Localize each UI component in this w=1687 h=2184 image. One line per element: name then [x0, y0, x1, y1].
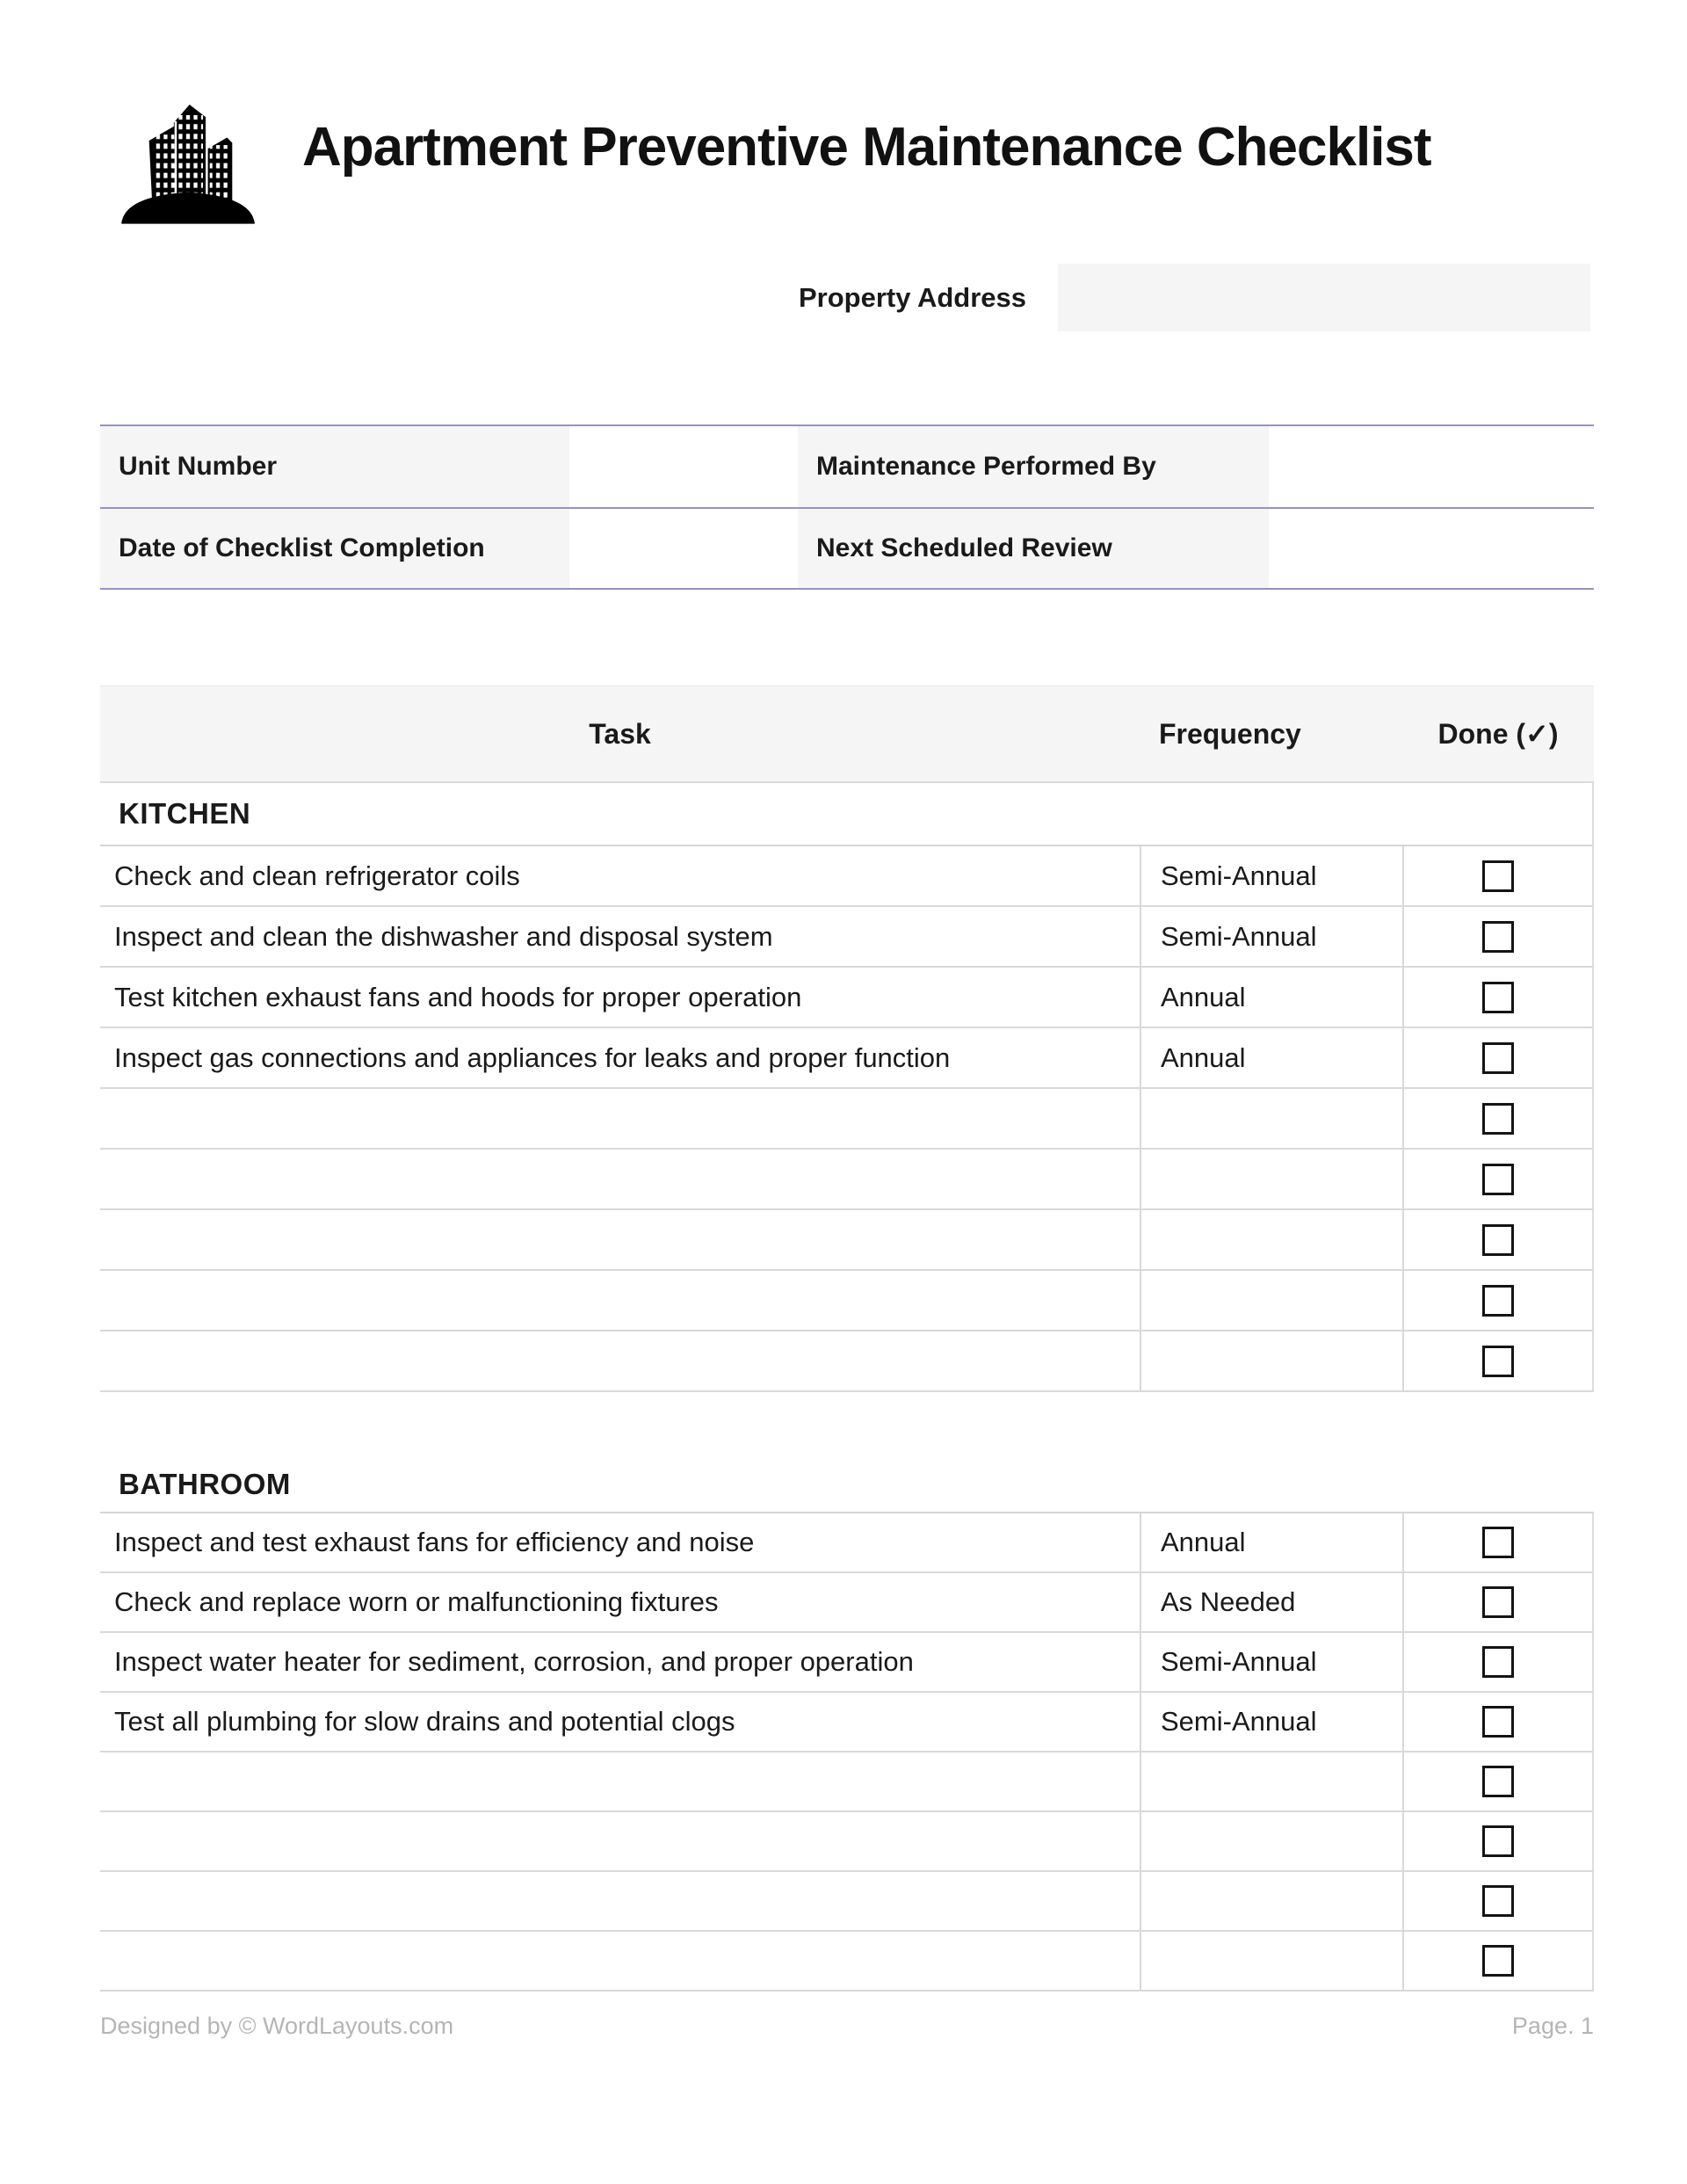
table-row	[100, 1932, 1594, 1992]
frequency-column-header: Frequency	[1159, 717, 1301, 750]
done-cell	[1402, 1028, 1594, 1087]
done-checkbox[interactable]	[1482, 921, 1514, 953]
frequency-cell	[1140, 1210, 1402, 1269]
info-grid	[100, 424, 1594, 590]
frequency-cell: Annual	[1140, 1028, 1402, 1087]
done-cell	[1402, 1331, 1594, 1390]
done-checkbox[interactable]	[1482, 1945, 1514, 1977]
table-column-header	[100, 686, 1594, 783]
frequency-cell: As Needed	[1140, 1573, 1402, 1631]
task-cell	[100, 1812, 1140, 1870]
frequency-cell	[1140, 1271, 1402, 1330]
info-grid-row	[100, 426, 1594, 507]
frequency-cell	[1140, 1089, 1402, 1148]
frequency-cell: Annual	[1140, 968, 1402, 1027]
page-footer	[100, 2013, 1594, 2040]
table-row	[100, 1331, 1594, 1392]
task-cell: Inspect and test exhaust fans for efficiency and noise	[114, 1527, 755, 1557]
done-cell	[1402, 1573, 1594, 1631]
task-cell: Inspect water heater for sediment, corrosion, and proper operation	[114, 1646, 914, 1677]
done-checkbox[interactable]	[1482, 1285, 1514, 1317]
done-checkbox[interactable]	[1482, 860, 1514, 892]
done-checkbox[interactable]	[1482, 1103, 1514, 1135]
task-cell	[100, 1932, 1140, 1990]
frequency-cell: Semi-Annual	[1140, 1633, 1402, 1691]
done-checkbox[interactable]	[1482, 1346, 1514, 1377]
done-checkbox[interactable]	[1482, 1706, 1514, 1738]
date-of-completion-input[interactable]	[569, 509, 798, 588]
maintenance-performed-by-input[interactable]	[1269, 426, 1594, 507]
done-checkbox[interactable]	[1482, 1164, 1514, 1195]
done-cell	[1402, 1150, 1594, 1208]
info-grid-row	[100, 507, 1594, 588]
table-row	[100, 907, 1594, 968]
table-row	[100, 1513, 1594, 1573]
table-row	[100, 1150, 1594, 1210]
section-header-bathroom: BATHROOM	[119, 1468, 291, 1500]
table-row	[100, 1573, 1594, 1633]
task-cell	[100, 1150, 1140, 1208]
task-cell	[100, 1752, 1140, 1810]
bathroom-rows	[100, 1513, 1594, 1992]
table-row	[100, 1872, 1594, 1932]
task-cell: Inspect and clean the dishwasher and disposal system	[114, 920, 773, 952]
table-row	[100, 1028, 1594, 1089]
unit-number-input[interactable]	[569, 426, 798, 507]
bathroom-table	[100, 1512, 1594, 1992]
unit-number-label: Unit Number	[100, 426, 569, 507]
frequency-cell	[1140, 1812, 1402, 1870]
maintenance-performed-by-label: Maintenance Performed By	[798, 426, 1269, 507]
done-cell	[1402, 1932, 1594, 1990]
table-row	[100, 1210, 1594, 1271]
task-cell	[100, 1210, 1140, 1269]
section-header-kitchen: KITCHEN	[100, 783, 1594, 846]
table-row	[100, 1271, 1594, 1331]
next-scheduled-review-input[interactable]	[1269, 509, 1594, 588]
done-checkbox[interactable]	[1482, 1527, 1514, 1558]
date-of-completion-label: Date of Checklist Completion	[100, 509, 569, 588]
task-cell	[100, 1089, 1140, 1148]
done-cell	[1402, 1271, 1594, 1330]
frequency-cell	[1140, 1331, 1402, 1390]
kitchen-table	[100, 686, 1594, 1392]
done-checkbox[interactable]	[1482, 1224, 1514, 1256]
table-row	[100, 1752, 1594, 1812]
done-checkbox[interactable]	[1482, 1586, 1514, 1618]
done-checkbox[interactable]	[1482, 1766, 1514, 1797]
task-column-header: Task	[589, 717, 651, 750]
frequency-cell: Annual	[1140, 1513, 1402, 1571]
done-cell	[1402, 846, 1594, 905]
done-cell	[1402, 1693, 1594, 1751]
table-row	[100, 1633, 1594, 1693]
task-cell: Test all plumbing for slow drains and potential clogs	[114, 1706, 735, 1737]
footer-page-number: Page. 1	[1511, 2013, 1594, 2039]
done-cell	[1402, 1812, 1594, 1870]
task-cell: Check and clean refrigerator coils	[114, 860, 520, 891]
done-cell	[1402, 1210, 1594, 1269]
frequency-cell	[1140, 1752, 1402, 1810]
table-row	[100, 968, 1594, 1028]
table-row	[100, 846, 1594, 907]
frequency-cell: Semi-Annual	[1140, 1693, 1402, 1751]
done-cell	[1402, 1872, 1594, 1930]
task-cell	[100, 1872, 1140, 1930]
done-checkbox[interactable]	[1482, 1885, 1514, 1917]
done-cell	[1402, 968, 1594, 1027]
frequency-cell: Semi-Annual	[1140, 907, 1402, 966]
page-title: Apartment Preventive Maintenance Checklist	[302, 117, 1431, 178]
table-row	[100, 1812, 1594, 1872]
city-buildings-logo-icon	[117, 91, 259, 225]
done-column-header: Done (✓)	[1437, 718, 1559, 750]
table-row	[100, 1089, 1594, 1150]
done-cell	[1402, 1752, 1594, 1810]
footer-credit: Designed by © WordLayouts.com	[100, 2013, 454, 2039]
table-row	[100, 1693, 1594, 1752]
property-address-input[interactable]	[1058, 264, 1590, 331]
task-cell: Test kitchen exhaust fans and hoods for proper operation	[114, 981, 802, 1012]
done-cell	[1402, 1633, 1594, 1691]
kitchen-rows	[100, 846, 1594, 1392]
done-checkbox[interactable]	[1482, 1646, 1514, 1678]
done-checkbox[interactable]	[1482, 1042, 1514, 1074]
task-cell: Inspect gas connections and appliances for leaks and proper function	[114, 1041, 951, 1073]
done-cell	[1402, 1089, 1594, 1148]
next-scheduled-review-label: Next Scheduled Review	[798, 509, 1269, 588]
task-cell: Check and replace worn or malfunctioning fixtures	[114, 1586, 719, 1617]
task-cell	[100, 1331, 1140, 1390]
frequency-cell: Semi-Annual	[1140, 846, 1402, 905]
frequency-cell	[1140, 1872, 1402, 1930]
frequency-cell	[1140, 1932, 1402, 1990]
done-checkbox[interactable]	[1482, 1825, 1514, 1857]
frequency-cell	[1140, 1150, 1402, 1208]
done-cell	[1402, 907, 1594, 966]
done-checkbox[interactable]	[1482, 982, 1514, 1013]
task-cell	[100, 1271, 1140, 1330]
property-address-label: Property Address	[799, 281, 1026, 313]
done-cell	[1402, 1513, 1594, 1571]
